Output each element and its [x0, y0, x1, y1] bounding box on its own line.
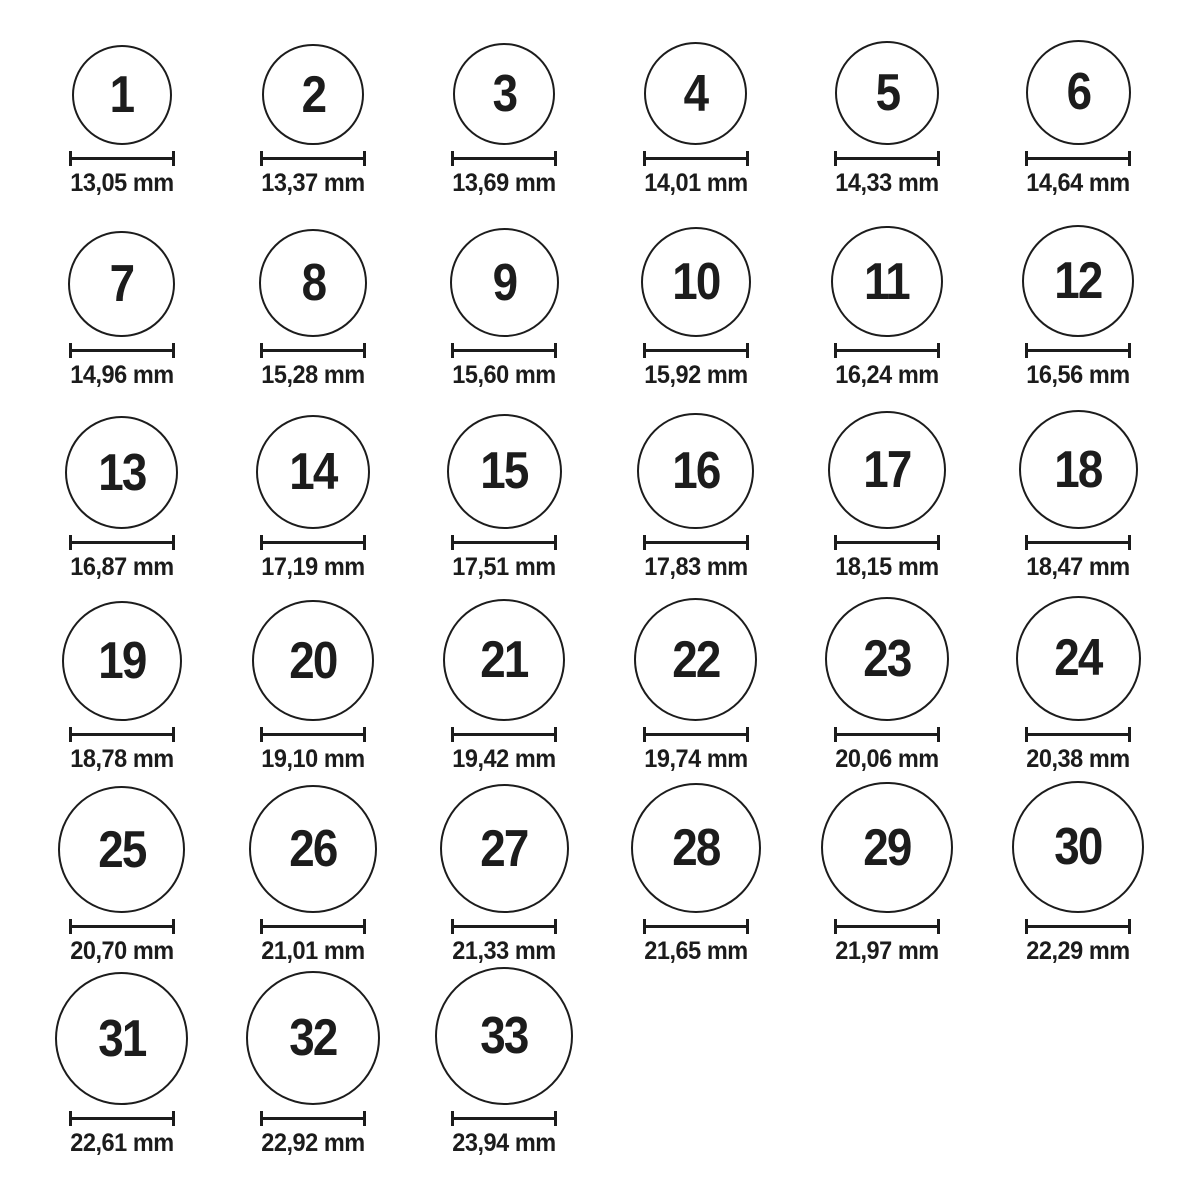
ring-size-number: 4	[683, 64, 708, 123]
ring-circle	[1022, 225, 1134, 337]
ring-size-number: 2	[301, 65, 325, 124]
ring-size-number: 17	[863, 441, 911, 500]
ring-size-cell	[983, 198, 1174, 390]
diameter-measure-line	[451, 1111, 557, 1126]
diameter-label: 16,24 mm	[835, 361, 939, 390]
ring-circle	[62, 601, 182, 721]
diameter-label: 16,56 mm	[1026, 361, 1130, 390]
diameter-label: 18,47 mm	[1026, 553, 1130, 582]
ring-size-number: 23	[863, 629, 911, 688]
diameter-measure-line	[643, 919, 749, 934]
ring-circle	[440, 784, 569, 913]
diameter-measure-line	[451, 535, 557, 550]
ring-size-number: 3	[492, 65, 517, 124]
diameter-measure-line	[1025, 727, 1131, 742]
ring-size-cell	[600, 582, 791, 774]
diameter-measure-line	[260, 1111, 366, 1126]
ring-circle	[259, 229, 367, 337]
ring-size-cell	[600, 774, 791, 966]
diameter-label: 19,74 mm	[643, 745, 748, 774]
diameter-measure-line	[451, 151, 557, 166]
ring-size-number: 10	[671, 253, 720, 312]
ring-size-cell	[409, 966, 600, 1158]
ring-circle	[644, 42, 747, 145]
ring-size-number: 19	[97, 632, 146, 691]
ring-size-number: 26	[289, 820, 337, 879]
diameter-label: 14,64 mm	[1026, 169, 1130, 198]
diameter-label: 15,92 mm	[643, 361, 748, 390]
ring-circle	[634, 598, 757, 721]
diameter-measure-line	[643, 343, 749, 358]
ring-size-cell	[409, 774, 600, 966]
ring-size-number: 5	[875, 64, 899, 123]
diameter-measure-line	[260, 151, 366, 166]
diameter-measure-line	[69, 151, 175, 166]
diameter-measure-line	[260, 343, 366, 358]
diameter-label: 17,19 mm	[261, 553, 365, 582]
ring-size-number: 9	[492, 253, 517, 312]
diameter-label: 19,42 mm	[452, 745, 556, 774]
ring-size-number: 27	[480, 819, 529, 878]
diameter-measure-line	[69, 343, 175, 358]
diameter-label: 23,94 mm	[452, 1129, 556, 1158]
ring-size-number: 6	[1066, 63, 1091, 122]
diameter-label: 13,69 mm	[452, 169, 556, 198]
diameter-label: 21,33 mm	[452, 937, 556, 966]
diameter-measure-line	[260, 727, 366, 742]
ring-size-cell	[409, 390, 600, 582]
ring-size-cell	[600, 6, 791, 198]
ring-size-cell	[217, 6, 408, 198]
diameter-measure-line	[834, 919, 940, 934]
ring-size-number: 16	[671, 441, 720, 500]
ring-size-number: 12	[1054, 252, 1103, 311]
diameter-measure-line	[1025, 151, 1131, 166]
diameter-measure-line	[69, 535, 175, 550]
ring-circle	[637, 413, 754, 530]
ring-size-cell	[409, 6, 600, 198]
diameter-label: 13,37 mm	[261, 169, 365, 198]
diameter-label: 18,15 mm	[835, 553, 939, 582]
ring-size-number: 33	[480, 1007, 529, 1066]
ring-size-number: 15	[480, 442, 529, 501]
diameter-label: 20,38 mm	[1026, 745, 1130, 774]
ring-circle	[262, 44, 363, 145]
ring-circle	[55, 972, 188, 1105]
ring-size-number: 1	[109, 66, 134, 125]
diameter-label: 21,97 mm	[835, 937, 939, 966]
ring-size-grid	[26, 6, 1174, 1158]
ring-circle	[246, 971, 381, 1106]
ring-size-cell	[983, 6, 1174, 198]
ring-size-number: 22	[671, 630, 720, 689]
diameter-measure-line	[69, 919, 175, 934]
ring-size-cell	[791, 390, 982, 582]
ring-size-number: 30	[1054, 818, 1103, 877]
ring-size-cell	[983, 582, 1174, 774]
ring-circle	[821, 782, 952, 913]
diameter-label: 20,70 mm	[69, 937, 174, 966]
ring-size-number: 8	[301, 254, 325, 313]
ring-size-cell	[26, 966, 217, 1158]
ring-size-cell	[217, 198, 408, 390]
diameter-label: 22,92 mm	[261, 1129, 365, 1158]
ring-size-number: 29	[863, 818, 911, 877]
diameter-measure-line	[451, 343, 557, 358]
ring-circle	[631, 783, 761, 913]
ring-size-cell	[26, 6, 217, 198]
diameter-label: 21,01 mm	[261, 937, 365, 966]
diameter-measure-line	[1025, 919, 1131, 934]
ring-circle	[450, 228, 559, 337]
ring-size-number: 13	[97, 443, 146, 502]
diameter-measure-line	[1025, 343, 1131, 358]
ring-size-cell	[600, 390, 791, 582]
ring-circle	[831, 226, 942, 337]
ring-circle	[825, 597, 950, 722]
diameter-label: 17,83 mm	[643, 553, 748, 582]
ring-circle	[1012, 781, 1144, 913]
diameter-label: 18,78 mm	[69, 745, 174, 774]
diameter-label: 14,33 mm	[835, 169, 939, 198]
ring-circle	[1016, 596, 1142, 722]
ring-circle	[1019, 410, 1138, 529]
ring-size-cell	[791, 6, 982, 198]
diameter-measure-line	[643, 727, 749, 742]
ring-size-cell	[791, 774, 982, 966]
ring-circle	[68, 231, 175, 338]
ring-circle	[453, 43, 555, 145]
ring-size-number: 25	[97, 820, 146, 879]
ring-size-cell	[791, 198, 982, 390]
diameter-measure-line	[1025, 535, 1131, 550]
ring-size-cell	[983, 390, 1174, 582]
diameter-measure-line	[834, 727, 940, 742]
ring-circle	[65, 416, 178, 529]
diameter-label: 16,87 mm	[69, 553, 174, 582]
diameter-measure-line	[451, 919, 557, 934]
ring-circle	[435, 967, 573, 1105]
ring-size-number: 18	[1054, 440, 1103, 499]
diameter-label: 22,61 mm	[69, 1129, 174, 1158]
ring-size-number: 11	[864, 252, 910, 311]
ring-circle	[249, 785, 377, 913]
ring-size-cell	[983, 774, 1174, 966]
ring-size-cell	[217, 582, 408, 774]
diameter-measure-line	[69, 727, 175, 742]
diameter-label: 21,65 mm	[643, 937, 748, 966]
ring-size-cell	[217, 774, 408, 966]
ring-circle	[443, 599, 565, 721]
ring-circle	[641, 227, 751, 337]
ring-size-cell	[26, 582, 217, 774]
diameter-measure-line	[260, 535, 366, 550]
diameter-measure-line	[834, 535, 940, 550]
ring-circle	[1026, 40, 1132, 146]
diameter-label: 19,10 mm	[261, 745, 365, 774]
ring-size-cell	[217, 966, 408, 1158]
diameter-label: 14,96 mm	[69, 361, 174, 390]
diameter-measure-line	[260, 919, 366, 934]
ring-size-number: 7	[109, 254, 134, 313]
ring-circle	[447, 414, 563, 530]
ring-size-cell	[26, 390, 217, 582]
ring-circle	[72, 45, 172, 145]
diameter-measure-line	[69, 1111, 175, 1126]
diameter-label: 15,60 mm	[452, 361, 556, 390]
diameter-measure-line	[643, 535, 749, 550]
ring-circle	[828, 411, 946, 529]
diameter-label: 17,51 mm	[452, 553, 556, 582]
ring-size-cell	[600, 198, 791, 390]
diameter-measure-line	[834, 151, 940, 166]
ring-circle	[256, 415, 370, 529]
ring-size-cell	[26, 774, 217, 966]
ring-size-number: 32	[289, 1008, 337, 1067]
diameter-measure-line	[834, 343, 940, 358]
ring-circle	[58, 786, 185, 913]
diameter-label: 20,06 mm	[835, 745, 939, 774]
diameter-measure-line	[643, 151, 749, 166]
ring-circle	[252, 600, 373, 721]
ring-size-cell	[791, 582, 982, 774]
diameter-label: 15,28 mm	[261, 361, 365, 390]
ring-size-number: 21	[480, 631, 529, 690]
ring-size-cell	[409, 198, 600, 390]
ring-size-number: 20	[289, 631, 337, 690]
ring-size-number: 31	[97, 1009, 146, 1068]
diameter-label: 13,05 mm	[69, 169, 174, 198]
diameter-label: 22,29 mm	[1026, 937, 1130, 966]
ring-circle	[835, 41, 939, 145]
ring-size-number: 24	[1054, 629, 1103, 688]
ring-size-cell	[26, 198, 217, 390]
diameter-measure-line	[451, 727, 557, 742]
diameter-label: 14,01 mm	[643, 169, 748, 198]
ring-size-cell	[409, 582, 600, 774]
ring-size-cell	[217, 390, 408, 582]
ring-size-number: 28	[671, 819, 720, 878]
ring-size-number: 14	[289, 443, 337, 501]
